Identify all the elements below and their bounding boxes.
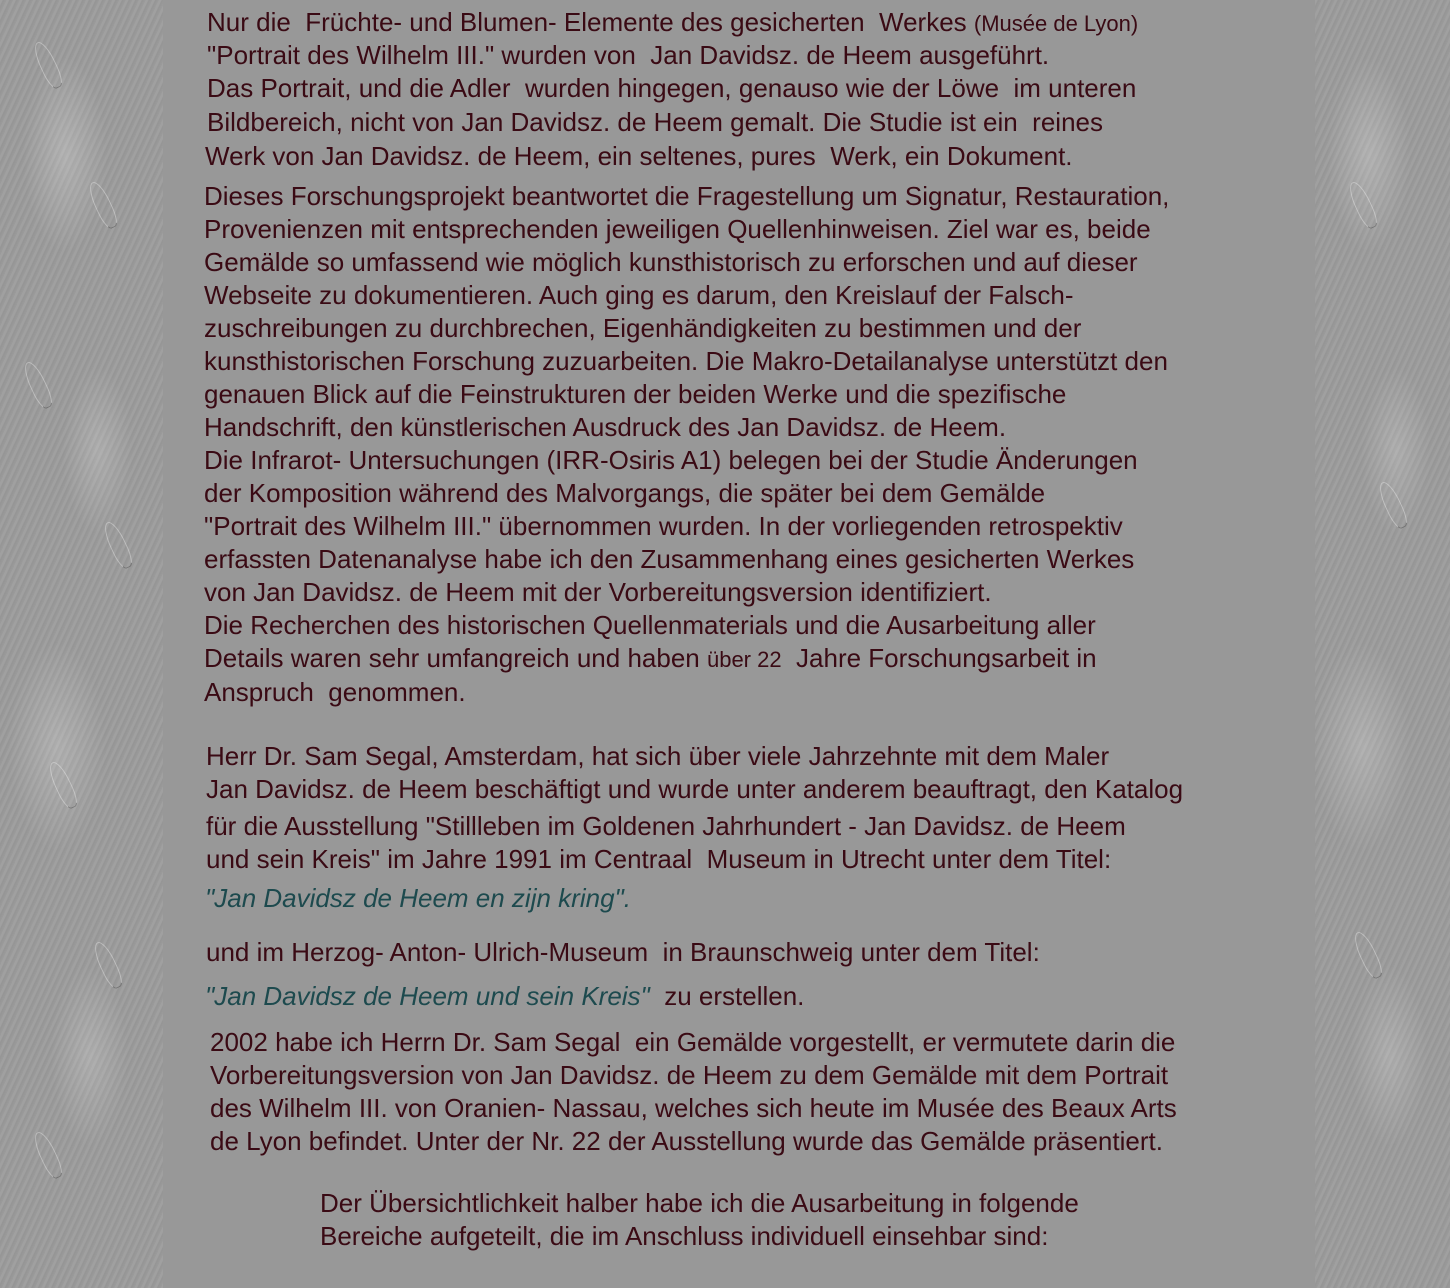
wheat-ornament xyxy=(45,759,81,811)
p3-line-4: und sein Kreis" im Jahre 1991 im Centraal Museum in Utrecht unter dem Titel: xyxy=(206,844,1112,874)
wheat-ornament xyxy=(1350,929,1386,981)
p5-line-1: Der Übersichtlichkeit halber habe ich die Ausarbeitung in folgende xyxy=(320,1188,1079,1218)
p2-line-15: Details waren sehr umfangreich und haben über 22 Jahre Forschungsarbeit in xyxy=(204,643,1097,673)
p2-line: Die Recherchen des historischen Quellenmaterials und die Ausarbeitung aller xyxy=(204,610,1096,640)
right-decorative-border xyxy=(1315,0,1450,1288)
p4-line-1: 2002 habe ich Herrn Dr. Sam Segal ein Gemälde vorgestellt, er vermutete darin die xyxy=(210,1027,1176,1057)
p4-line-4: de Lyon befindet. Unter der Nr. 22 der Ausstellung wurde das Gemälde präsentiert. xyxy=(210,1126,1163,1156)
p2-line: von Jan Davidsz. de Heem mit der Vorbereitungsversion identifiziert. xyxy=(204,577,992,607)
catalog-title-german: "Jan Davidsz de Heem und sein Kreis" xyxy=(205,981,650,1011)
wheat-ornament xyxy=(85,179,121,231)
p3-line-1: Herr Dr. Sam Segal, Amsterdam, hat sich über viele Jahrzehnte mit dem Maler xyxy=(206,741,1110,771)
wheat-ornament xyxy=(20,359,56,411)
p4-line-2: Vorbereitungsversion von Jan Davidsz. de Heem zu dem Gemälde mit dem Portrait xyxy=(210,1060,1169,1090)
p2-line: Provenienzen mit entsprechenden jeweiligen Quellenhinweisen. Ziel war es, beide xyxy=(204,214,1151,244)
p2-line: erfassten Datenanalyse habe ich den Zusammenhang eines gesicherten Werkes xyxy=(204,544,1135,574)
p2-line: zuschreibungen zu durchbrechen, Eigenhändigkeiten zu bestimmen und der xyxy=(204,313,1082,343)
p3-line-2: Jan Davidsz. de Heem beschäftigt und wurde unter anderem beauftragt, den Katalog xyxy=(206,774,1184,804)
catalog-title-dutch: "Jan Davidsz de Heem en zijn kring". xyxy=(205,883,631,913)
p2-line: Dieses Forschungsprojekt beantwortet die Fragestellung um Signatur, Restauration, xyxy=(204,181,1170,211)
p2-line: kunsthistorischen Forschung zuzuarbeiten. Die Makro-Detailanalyse unterstützt den xyxy=(204,346,1168,376)
p1-line-3: Das Portrait, und die Adler wurden hingegen, genauso wie der Löwe im unteren xyxy=(207,73,1137,103)
wheat-ornament xyxy=(30,39,66,91)
p2-line: Die Infrarot- Untersuchungen (IRR-Osiris A1) belegen bei der Studie Änderungen xyxy=(204,445,1138,475)
p3-line-5: und im Herzog- Anton- Ulrich-Museum in Braunschweig unter dem Titel: xyxy=(206,937,1040,967)
p2-line: Gemälde so umfassend wie möglich kunsthistorisch zu erforschen und auf dieser xyxy=(204,247,1138,277)
p1-line-5: Werk von Jan Davidsz. de Heem, ein seltenes, pures Werk, ein Dokument. xyxy=(205,141,1073,171)
p4-line-3: des Wilhelm III. von Oranien- Nassau, welches sich heute im Musée des Beaux Arts xyxy=(210,1093,1177,1123)
p2-line-16: Anspruch genommen. xyxy=(204,677,466,707)
p1-line-2: "Portrait des Wilhelm III." wurden von Jan Davidsz. de Heem ausgeführt. xyxy=(207,40,1050,70)
wheat-ornament xyxy=(1345,179,1381,231)
p1-line-4: Bildbereich, nicht von Jan Davidsz. de Heem gemalt. Die Studie ist ein reines xyxy=(207,107,1103,137)
p1-line-1: Nur die Früchte- und Blumen- Elemente des gesicherten Werkes (Musée de Lyon) xyxy=(207,7,1139,37)
wheat-ornament xyxy=(90,939,126,991)
p2-line: Handschrift, den künstlerischen Ausdruck des Jan Davidsz. de Heem. xyxy=(204,412,1007,442)
wheat-ornament xyxy=(100,519,136,571)
p2-line: der Komposition während des Malvorgangs, die später bei dem Gemälde xyxy=(204,478,1046,508)
wheat-ornament xyxy=(30,1129,66,1181)
p3-line-3: für die Ausstellung "Stillleben im Goldenen Jahrhundert - Jan Davidsz. de Heem xyxy=(206,811,1126,841)
left-decorative-border xyxy=(0,0,163,1288)
p2-line: "Portrait des Wilhelm III." übernommen wurden. In der vorliegenden retrospektiv xyxy=(204,511,1123,541)
p3-line-6: "Jan Davidsz de Heem und sein Kreis" zu erstellen. xyxy=(205,981,805,1011)
wheat-ornament xyxy=(1375,479,1411,531)
p2-line: Webseite zu dokumentieren. Auch ging es darum, den Kreislauf der Falsch- xyxy=(204,280,1074,310)
p5-line-2: Bereiche aufgeteilt, die im Anschluss individuell einsehbar sind: xyxy=(320,1221,1049,1251)
p2-line: genauen Blick auf die Feinstrukturen der beiden Werke und die spezifische xyxy=(204,379,1067,409)
